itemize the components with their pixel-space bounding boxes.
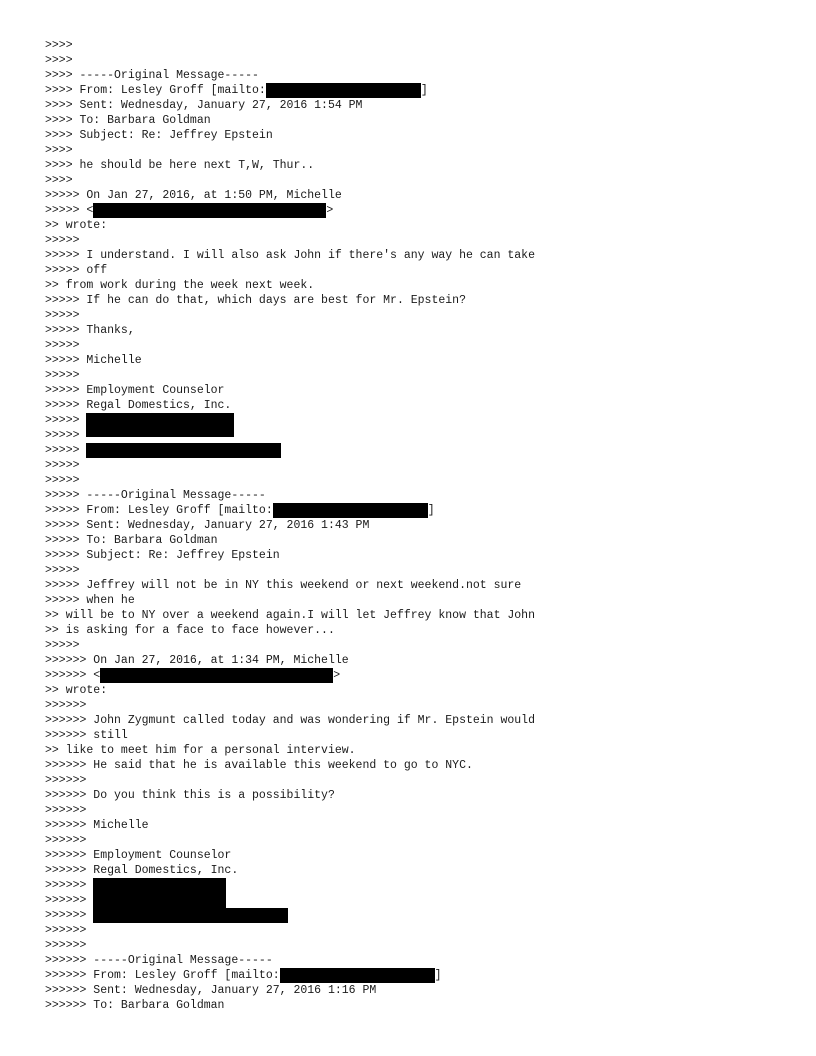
sent-line: >>>> Sent: Wednesday, January 27, 2016 1:54 PM: [45, 99, 363, 112]
reply-email-line: [45, 203, 785, 218]
to-line: >>>>>> To: Barbara Goldman: [45, 999, 225, 1012]
redaction-block: [266, 83, 421, 98]
body-line: >> will be to NY over a weekend again.I will let Jeffrey know that John: [45, 609, 535, 622]
redaction-block: [93, 893, 226, 908]
original-message-header: >>>>> -----Original Message-----: [45, 489, 266, 502]
signature-name: >>>>>> Michelle: [45, 819, 149, 832]
email-thread: [45, 38, 785, 1013]
quote-line: >>>>: [45, 54, 73, 67]
sent-line: >>>>>> Sent: Wednesday, January 27, 2016 1:16 PM: [45, 984, 377, 997]
signature-contact-line: >>>>>: [45, 443, 785, 458]
sent-line: >>>>> Sent: Wednesday, January 27, 2016 1:43 PM: [45, 519, 370, 532]
to-line: >>>> To: Barbara Goldman: [45, 114, 211, 127]
subject-line: >>>>> Subject: Re: Jeffrey Epstein: [45, 549, 280, 562]
body-line: >> from work during the week next week.: [45, 279, 315, 292]
reply-email-line: [45, 668, 785, 683]
body-line: >>>>>> John Zygmunt called today and was wondering if Mr. Epstein would: [45, 714, 535, 727]
body-line: >>>>> Jeffrey will not be in NY this weekend or next weekend.not sure: [45, 579, 522, 592]
body-line: >>>>> off: [45, 264, 108, 277]
signature-title: >>>>>> Employment Counselor: [45, 849, 232, 862]
signature-contact-line: >>>>>>: [45, 908, 785, 923]
quote-line: >>>>>>: [45, 924, 87, 937]
signature-contact-line: >>>>>>: [45, 893, 785, 908]
from-line: [45, 83, 785, 98]
redaction-block: [86, 413, 234, 437]
signature-contact-line: >>>>>: [45, 429, 87, 442]
reply-email-bracket: >: [326, 204, 334, 217]
reply-header-line: >>>>>> On Jan 27, 2016, at 1:34 PM, Michelle: [45, 654, 349, 667]
quote-line: >>>>>>: [45, 774, 87, 787]
quote-line: >>>>>>: [45, 699, 87, 712]
signature-company: >>>>> Regal Domestics, Inc.: [45, 399, 232, 412]
redaction-block: [93, 878, 226, 893]
wrote-line: >> wrote:: [45, 684, 108, 697]
quote-line: >>>>: [45, 144, 73, 157]
body-line: >> like to meet him for a personal interview.: [45, 744, 356, 757]
from-bracket: ]: [434, 969, 442, 982]
to-line: >>>>> To: Barbara Goldman: [45, 534, 218, 547]
quote-line: >>>>>: [45, 474, 80, 487]
from-line: [45, 968, 785, 983]
quote-line: >>>>>: [45, 369, 80, 382]
from-label: >>>> From: Lesley Groff [mailto:: [45, 84, 266, 97]
quote-line: >>>>>: [45, 234, 80, 247]
original-message-header: >>>> -----Original Message-----: [45, 69, 259, 82]
from-bracket: ]: [427, 504, 435, 517]
redaction-block: [93, 203, 326, 218]
wrote-line: >> wrote:: [45, 219, 108, 232]
body-line: >>>>>> still: [45, 729, 128, 742]
signature-name: >>>>> Michelle: [45, 354, 142, 367]
from-label: >>>>>> From: Lesley Groff [mailto:: [45, 969, 280, 982]
original-message-header: >>>>>> -----Original Message-----: [45, 954, 273, 967]
quote-line: >>>>: [45, 39, 73, 52]
reply-email-bracket: >: [333, 669, 341, 682]
body-line: >>>>> If he can do that, which days are best for Mr. Epstein?: [45, 294, 466, 307]
quote-line: >>>>>: [45, 309, 80, 322]
subject-line: >>>> Subject: Re: Jeffrey Epstein: [45, 129, 273, 142]
body-line: >>>>>> Do you think this is a possibility?: [45, 789, 335, 802]
reply-header-line: >>>>> On Jan 27, 2016, at 1:50 PM, Michelle: [45, 189, 342, 202]
signature-company: >>>>>> Regal Domestics, Inc.: [45, 864, 239, 877]
quote-line: >>>>>: [45, 639, 80, 652]
body-line: >>>>>> He said that he is available this weekend to go to NYC.: [45, 759, 473, 772]
quote-line: >>>>>>: [45, 804, 87, 817]
redaction-block: [93, 908, 288, 923]
signature-title: >>>>> Employment Counselor: [45, 384, 225, 397]
quote-line: >>>>>>: [45, 939, 87, 952]
quote-line: >>>>>>: [45, 834, 87, 847]
reply-email-prefix: >>>>>> <: [45, 669, 101, 682]
redaction-block: [273, 503, 428, 518]
quote-line: >>>>>: [45, 564, 80, 577]
body-line: >> is asking for a face to face however...: [45, 624, 335, 637]
body-line: >>>>> when he: [45, 594, 135, 607]
from-label: >>>>> From: Lesley Groff [mailto:: [45, 504, 273, 517]
reply-email-prefix: >>>>> <: [45, 204, 94, 217]
body-line: >>>>> I understand. I will also ask John if there's any way he can take: [45, 249, 535, 262]
signature-contact-line: >>>>>>: [45, 878, 785, 893]
quote-line: >>>>>: [45, 339, 80, 352]
signature-contact-line: >>>>>: [45, 413, 785, 428]
redaction-block: [86, 443, 281, 458]
body-line: >>>>> Thanks,: [45, 324, 135, 337]
body-line: >>>> he should be here next T,W, Thur..: [45, 159, 315, 172]
redaction-block: [100, 668, 333, 683]
quote-line: >>>>>: [45, 459, 80, 472]
from-line: [45, 503, 785, 518]
quote-line: >>>>: [45, 174, 73, 187]
from-bracket: ]: [420, 84, 428, 97]
redaction-block: [280, 968, 435, 983]
